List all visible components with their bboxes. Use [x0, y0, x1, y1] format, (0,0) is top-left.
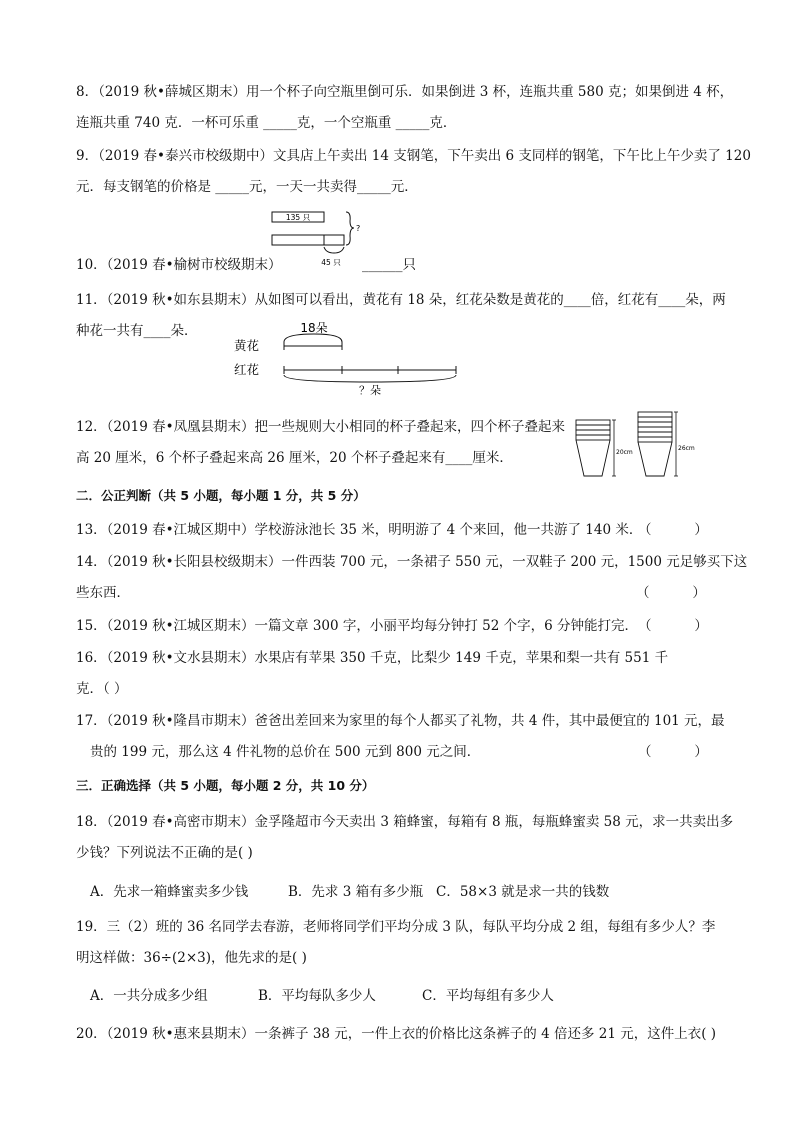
- q15-line1: 15．（2019 秋•江城区期末）一篇文章 300 字，小丽平均每分钟打 52 个字，6 分钟能打完．: [76, 618, 639, 634]
- q10-question-mark: ?: [356, 224, 361, 233]
- q15-answer-paren[interactable]: （ ）: [638, 618, 708, 634]
- q11-line2: 种花一共有____朵．: [76, 323, 198, 339]
- q9-line1: 9．（2019 春•泰兴市校级期中）文具店上午卖出 14 支钢笔，下午卖出 6 支同样的钢笔，下午比上午少卖了 120: [76, 148, 751, 164]
- q17-line1: 17．（2019 秋•隆昌市期末）爸爸出差回来为家里的每个人都买了礼物，共 4 件，其中最便宜的 101 元，最: [76, 713, 725, 729]
- q12-cups-diagram: [572, 410, 712, 490]
- q18-line1: 18．（2019 春•高密市期末）金孚隆超市今天卖出 3 箱蜂蜜，每箱有 8 瓶，每瓶蜂蜜卖 58 元，求一共卖出多: [76, 814, 734, 830]
- q17-line2: 贵的 199 元，那么这 4 件礼物的总价在 500 元到 800 元之间．: [90, 744, 481, 760]
- q18-line2: 少钱？下列说法不正确的是( ): [76, 845, 253, 861]
- q8-line1: 8．（2019 秋•薛城区期末）用一个杯子向空瓶里倒可乐．如果倒进 3 杯，连瓶共重 580 克；如果倒进 4 杯，: [76, 84, 734, 100]
- q19-option-b[interactable]: B．平均每队多少人: [258, 988, 376, 1004]
- q19-line1: 19．三（2）班的 36 名同学去春游，老师将同学们平均分成 3 队，每队平均分成 2 组，每组有多少人？李: [76, 919, 716, 935]
- q10-answer: ______只: [362, 257, 416, 273]
- q19-option-c[interactable]: C．平均每组有多少人: [422, 988, 554, 1004]
- q11-line1: 11．（2019 秋•如东县期末）从如图可以看出，黄花有 18 朵，红花朵数是黄花的____倍，红花有____朵，两: [76, 292, 726, 308]
- q20-line1: 20．（2019 秋•惠来县期末）一条裤子 38 元，一件上衣的价格比这条裤子的 4 倍还多 21 元，这件上衣( ): [76, 1026, 717, 1042]
- q11-top-label: 18朵: [300, 321, 328, 335]
- q16-line2: 克．（ ）: [76, 681, 128, 697]
- q16-line1: 16．（2019 秋•文水县期末）水果店有苹果 350 千克，比梨少 149 千克，苹果和梨一共有 551 千: [76, 650, 669, 666]
- q12-line2: 高 20 厘米，6 个杯子叠起来高 26 厘米，20 个杯子叠起来有____厘米．: [76, 450, 513, 466]
- q14-answer-paren[interactable]: （ ）: [636, 585, 706, 601]
- section-2-heading: 二．公正判断（共 5 小题，每小题 1 分，共 5 分）: [76, 488, 366, 503]
- q11-bar-diagram: [230, 318, 470, 402]
- q19-option-a[interactable]: A．一共分成多少组: [90, 988, 208, 1004]
- q17-answer-paren[interactable]: （ ）: [638, 744, 708, 760]
- q18-option-c[interactable]: C．58×3 就是求一共的钱数: [436, 884, 610, 900]
- q10-top-label: 135 只: [285, 213, 311, 222]
- q10-line1: 10．（2019 春•榆树市校级期末）: [76, 257, 282, 273]
- q11-total-label: ？朵: [359, 384, 381, 397]
- q14-line1: 14．（2019 秋•长阳县校级期末）一件西装 700 元，一条裙子 550 元，一双鞋子 200 元，1500 元足够买下这: [76, 554, 748, 570]
- q13-answer-paren[interactable]: （ ）: [638, 522, 708, 538]
- q10-bottom-label: 45 只: [321, 258, 341, 267]
- q14-line2: 些东西．: [76, 585, 130, 601]
- q13-line1: 13．（2019 春•江城区期中）学校游泳池长 35 米，明明游了 4 个来回，他一共游了 140 米．: [76, 522, 643, 538]
- q12-left-label: 20cm: [616, 449, 633, 456]
- q19-line2: 明这样做：36÷(2×3)，他先求的是( ): [76, 950, 307, 966]
- q9-line2: 元．每支钢笔的价格是 _____元，一天一共卖得_____元．: [76, 179, 418, 195]
- q11-red-label: 红花: [234, 362, 260, 377]
- section-3-heading: 三．正确选择（共 5 小题，每小题 2 分，共 10 分）: [76, 778, 375, 793]
- q8-line2: 连瓶共重 740 克．一杯可乐重 _____克，一个空瓶重 _____克．: [76, 115, 457, 131]
- q18-option-b[interactable]: B．先求 3 箱有多少瓶: [288, 884, 424, 900]
- q11-yellow-label: 黄花: [234, 338, 260, 353]
- q12-right-label: 26cm: [678, 445, 695, 452]
- q12-line1: 12．（2019 春•凤凰县期末）把一些规则大小相同的杯子叠起来，四个杯子叠起来: [76, 419, 566, 435]
- q18-option-a[interactable]: A．先求一箱蜂蜜卖多少钱: [90, 884, 249, 900]
